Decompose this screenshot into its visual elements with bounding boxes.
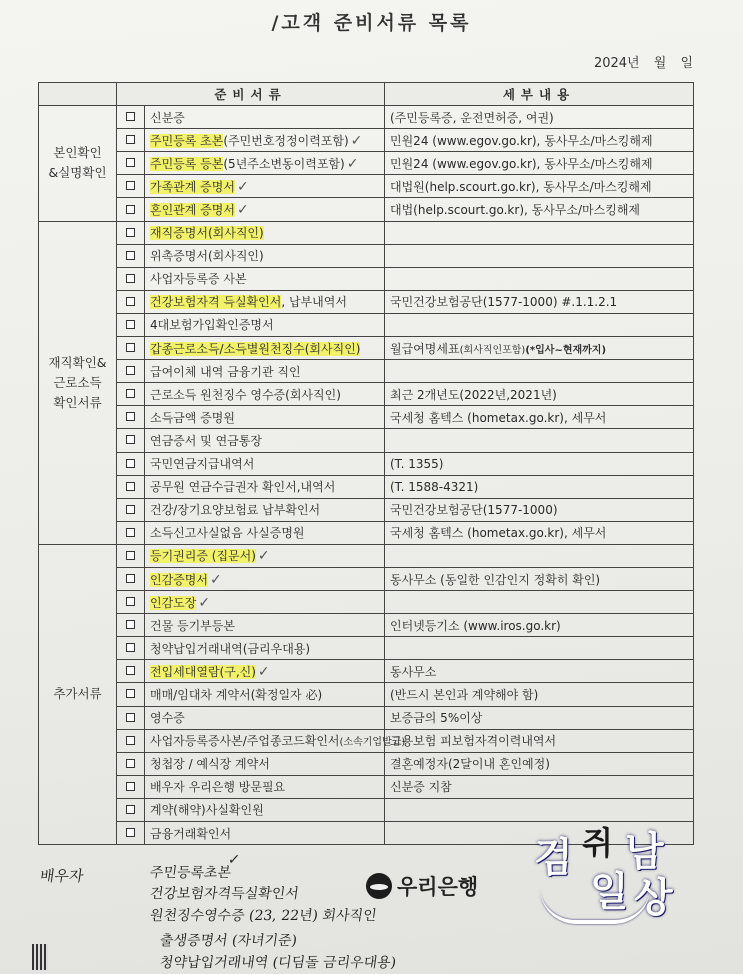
checkbox-cell — [117, 660, 145, 683]
checkbox-cell — [117, 360, 145, 383]
checkbox-cell — [117, 175, 145, 198]
document-name-cell: 근로소득 원천징수 영수증(회사직인) — [145, 383, 385, 406]
detail-cell: 동사무소 (동일한 인감인지 정확히 확인) — [385, 567, 694, 590]
table-row — [39, 475, 694, 498]
detail-cell: (T. 1355) — [385, 452, 694, 475]
check-mark-icon: ✓ — [257, 548, 270, 565]
checkbox-cell — [117, 221, 145, 244]
checkbox[interactable] — [126, 805, 135, 814]
checkbox-cell — [117, 429, 145, 452]
detail-cell: 대법(help.scourt.go.kr), 동사무소/마스킹해제 — [385, 198, 694, 221]
checkbox[interactable] — [126, 205, 135, 214]
document-name-cell: 매매/임대차 계약서(확정일자 必) — [145, 683, 385, 706]
table-row — [39, 290, 694, 313]
document-name-cell: 금융거래확인서 — [145, 822, 385, 845]
checkbox-cell — [117, 244, 145, 267]
header-blank — [39, 83, 117, 106]
checkbox-cell — [117, 729, 145, 752]
document-name-cell: 소득금액 증명원 — [145, 406, 385, 429]
checkbox[interactable] — [126, 782, 135, 791]
table-row — [39, 544, 694, 567]
woori-bank-logo — [366, 871, 478, 901]
checkbox-cell — [117, 106, 145, 129]
table-row — [39, 775, 694, 798]
table-row — [39, 152, 694, 175]
detail-cell: 동사무소 — [385, 660, 694, 683]
document-name-cell: 소득신고사실없음 사실증명원 — [145, 521, 385, 544]
checkbox-cell — [117, 498, 145, 521]
table-row — [39, 221, 694, 244]
document-name-cell: 공무원 연금수급권자 확인서,내역서 — [145, 475, 385, 498]
checkbox[interactable] — [126, 574, 135, 583]
document-name-cell: 건강보험자격 득실확인서, 납부내역서 — [145, 290, 385, 313]
table-row — [39, 752, 694, 775]
checkbox-cell — [117, 337, 145, 360]
checkbox-cell — [117, 290, 145, 313]
checkbox-cell — [117, 129, 145, 152]
table-row — [39, 406, 694, 429]
checkbox-cell — [117, 683, 145, 706]
checkbox[interactable] — [126, 158, 135, 167]
checkbox[interactable] — [126, 551, 135, 560]
check-mark-icon: ✓ — [346, 155, 359, 172]
detail-cell — [385, 798, 694, 821]
date-line — [594, 52, 693, 71]
checkbox-cell — [117, 822, 145, 845]
document-name-cell: 급여이체 내역 금융기관 직인 — [145, 360, 385, 383]
checkbox[interactable] — [126, 181, 135, 190]
document-name-cell — [145, 544, 385, 567]
detail-cell: 국민건강보험공단(1577-1000) — [385, 498, 694, 521]
document-name-cell: 청첩장 / 예식장 계약서 — [145, 752, 385, 775]
watermark — [530, 820, 730, 940]
checkbox[interactable] — [126, 666, 135, 675]
watermark-char: 일 — [590, 869, 629, 915]
table-row — [39, 591, 694, 614]
checkbox-cell — [117, 383, 145, 406]
checkbox-cell — [117, 775, 145, 798]
checkbox-cell — [117, 198, 145, 221]
detail-cell: 결혼예정자(2달이내 혼인예정) — [385, 752, 694, 775]
header-docs: 준비서류 — [117, 83, 385, 106]
checkbox[interactable] — [126, 528, 135, 537]
document-name-cell: 주민등록 초본(주민번호정정이력포함) ✓ — [145, 129, 385, 152]
checkbox[interactable] — [126, 297, 135, 306]
checkbox-cell — [117, 614, 145, 637]
checkbox[interactable] — [126, 620, 135, 629]
documents-table — [38, 82, 694, 845]
table-row — [39, 360, 694, 383]
detail-cell: 민원24 (www.egov.go.kr), 동사무소/마스킹해제 — [385, 129, 694, 152]
detail-cell: 보증금의 5%이상 — [385, 706, 694, 729]
check-mark-icon: ✓ — [236, 178, 249, 195]
table-row — [39, 383, 694, 406]
table-row — [39, 452, 694, 475]
detail-cell — [385, 221, 694, 244]
checkbox[interactable] — [126, 228, 135, 237]
checkbox[interactable] — [126, 736, 135, 745]
checkbox[interactable] — [126, 482, 135, 491]
checkbox[interactable] — [126, 389, 135, 398]
checkbox-cell — [117, 452, 145, 475]
highlighted-text: 등기권리증 (집문서) — [150, 549, 256, 564]
checkbox[interactable] — [126, 320, 135, 329]
checkbox-cell — [117, 475, 145, 498]
handwritten-line: 출생증명서 (자녀기준) — [158, 933, 299, 949]
table-row — [39, 729, 694, 752]
document-name-cell — [145, 567, 385, 590]
category-cell: 재직확인& 근로소득 확인서류 — [39, 221, 117, 544]
document-name-cell: 청약납입거래내역(금리우대용) — [145, 637, 385, 660]
check-mark-icon: ✓ — [350, 132, 363, 149]
header-details: 세부내용 — [385, 83, 694, 106]
watermark-char: 검 — [534, 835, 573, 881]
checkbox[interactable] — [126, 689, 135, 698]
table-row — [39, 337, 694, 360]
detail-cell: 국세청 홈텍스 (hometax.go.kr), 세무서 — [385, 521, 694, 544]
watermark-char: 상 — [634, 875, 673, 921]
document-name-cell: 4대보험가입확인증명서 — [145, 313, 385, 336]
detail-cell: 국민건강보험공단(1577-1000) #.1.1.2.1 — [385, 290, 694, 313]
detail-cell: 신분증 지참 — [385, 775, 694, 798]
detail-cell — [385, 313, 694, 336]
date-day: 일 — [680, 56, 693, 71]
table-row — [39, 106, 694, 129]
document-name-cell: 국민연금지급내역서 — [145, 452, 385, 475]
detail-cell — [385, 244, 694, 267]
checkbox[interactable] — [126, 112, 135, 121]
document-name-cell: 사업자등록증사본/주업종코드확인서(소속기업발급) — [145, 729, 385, 752]
document-name-cell: 건물 등기부등본 — [145, 614, 385, 637]
table-row — [39, 267, 694, 290]
checkbox-cell — [117, 567, 145, 590]
table-row — [39, 614, 694, 637]
handwritten-line: 청약납입거래내역 (디딤돌 금리우대용) — [158, 955, 398, 971]
woori-bank-wordmark: 우리은행 — [397, 875, 479, 899]
detail-cell: (T. 1588-4321) — [385, 475, 694, 498]
table-row — [39, 521, 694, 544]
checkbox[interactable] — [126, 828, 135, 837]
detail-cell: 최근 2개년도(2022년,2021년) — [385, 383, 694, 406]
document-name-cell: 신분증 — [145, 106, 385, 129]
handwritten-spouse-label: 배우자 — [38, 867, 85, 885]
table-row — [39, 313, 694, 336]
checkbox-cell — [117, 267, 145, 290]
checkbox-cell — [117, 798, 145, 821]
check-mark-icon: ✓ — [257, 663, 270, 680]
check-mark-icon: ✓ — [209, 571, 222, 588]
watermark-char: 남 — [625, 829, 664, 875]
document-name-cell: 계약(해약)사실확인원 — [145, 798, 385, 821]
highlighted-text: 주민등록 등본 — [150, 156, 224, 171]
check-mark-icon: ✓ — [236, 202, 249, 219]
document-name-cell: 주민등록 등본(5년주소변동이력포함) ✓ — [145, 152, 385, 175]
highlighted-text: 인감증명서 — [150, 572, 208, 587]
document-name-cell: 영수증 — [145, 706, 385, 729]
table-row — [39, 706, 694, 729]
table-row — [39, 198, 694, 221]
table-row — [39, 683, 694, 706]
detail-cell — [385, 544, 694, 567]
table-body — [39, 106, 694, 845]
checkbox-cell — [117, 521, 145, 544]
check-mark-icon: ✓ — [198, 594, 211, 611]
checkbox-cell — [117, 313, 145, 336]
checkbox-cell — [117, 152, 145, 175]
highlighted-text: 혼인관계 증명서 — [150, 203, 235, 218]
document-name-cell — [145, 221, 385, 244]
checkbox[interactable] — [126, 435, 135, 444]
highlighted-text: 주민등록 초본 — [150, 133, 224, 148]
handwritten-line: 주민등록초본 — [148, 865, 233, 881]
detail-cell — [385, 637, 694, 660]
checkbox[interactable] — [126, 459, 135, 468]
detail-cell — [385, 591, 694, 614]
category-cell: 추가서류 — [39, 544, 117, 844]
checkbox[interactable] — [126, 759, 135, 768]
table-row — [39, 637, 694, 660]
date-year: 2024년 — [593, 56, 640, 71]
handwritten-line: 건강보험자격득실확인서 — [148, 886, 300, 902]
document-name-cell — [145, 660, 385, 683]
document-name-cell: 사업자등록증 사본 — [145, 267, 385, 290]
checkbox-cell — [117, 637, 145, 660]
document-name-cell: 연금증서 및 연금통장 — [145, 429, 385, 452]
checkbox[interactable] — [126, 412, 135, 421]
highlighted-text: 가족관계 증명서 — [150, 179, 235, 194]
checkbox-cell — [117, 591, 145, 614]
highlighted-text: 전입세대열람(구,신) — [150, 664, 256, 679]
category-cell: 본인확인 &실명확인 — [39, 106, 117, 221]
checkbox[interactable] — [126, 343, 135, 352]
checkbox[interactable] — [126, 135, 135, 144]
document-name-cell: 배우자 우리은행 방문필요 — [145, 775, 385, 798]
checkbox-cell — [117, 752, 145, 775]
checkbox[interactable] — [126, 597, 135, 606]
detail-cell: 고용보험 피보험자격이력내역서 — [385, 729, 694, 752]
detail-cell: (반드시 본인과 계약해야 함) — [385, 683, 694, 706]
table-row — [39, 129, 694, 152]
checkbox-cell — [117, 706, 145, 729]
barcode-icon — [32, 944, 48, 970]
checkbox-cell — [117, 544, 145, 567]
date-month: 월 — [653, 56, 667, 71]
detail-cell: 월급여명세표(회사직인포함)(*입사~현재까지) — [385, 337, 694, 360]
checkbox[interactable] — [126, 643, 135, 652]
checkbox[interactable] — [126, 713, 135, 722]
checkbox-cell — [117, 406, 145, 429]
document-name-cell — [145, 337, 385, 360]
handwritten-check-icon: ✓ — [226, 852, 241, 868]
table-row — [39, 567, 694, 590]
table-row — [39, 660, 694, 683]
page-title: /고객 준비서류 목록 — [271, 12, 472, 34]
document-name-cell — [145, 591, 385, 614]
highlighted-text: 갑종근로소득/소득별원천징수(회사직인) — [150, 341, 361, 356]
checkbox[interactable] — [126, 274, 135, 283]
detail-cell — [385, 429, 694, 452]
table-row — [39, 244, 694, 267]
detail-cell — [385, 267, 694, 290]
watermark-char: 쥐 — [582, 824, 613, 862]
detail-cell: 민원24 (www.egov.go.kr), 동사무소/마스킹해제 — [385, 152, 694, 175]
highlighted-text: 인감도장 — [150, 595, 197, 610]
table-row — [39, 429, 694, 452]
document-name-cell — [145, 175, 385, 198]
detail-cell: 국세청 홈텍스 (hometax.go.kr), 세무서 — [385, 406, 694, 429]
woori-bank-symbol-icon — [366, 873, 392, 899]
checkbox[interactable] — [126, 505, 135, 514]
table-row — [39, 175, 694, 198]
checkbox[interactable] — [126, 251, 135, 260]
highlighted-text: 건강보험자격 득실확인서 — [150, 295, 282, 310]
table-row — [39, 498, 694, 521]
detail-cell — [385, 360, 694, 383]
detail-cell: 인터넷등기소 (www.iros.go.kr) — [385, 614, 694, 637]
detail-cell: 대법원(help.scourt.go.kr), 동사무소/마스킹해제 — [385, 175, 694, 198]
document-name-cell: 건강/장기요양보험료 납부확인서 — [145, 498, 385, 521]
handwritten-line: 원천징수영수증 (23, 22년) 회사직인 — [148, 908, 378, 924]
document-name-cell — [145, 198, 385, 221]
checkbox[interactable] — [126, 366, 135, 375]
document-name-cell: 위촉증명서(회사직인) — [145, 244, 385, 267]
detail-cell: (주민등록증, 운전면허증, 여권) — [385, 106, 694, 129]
highlighted-text: 재직증명서(회사직인) — [150, 226, 264, 241]
